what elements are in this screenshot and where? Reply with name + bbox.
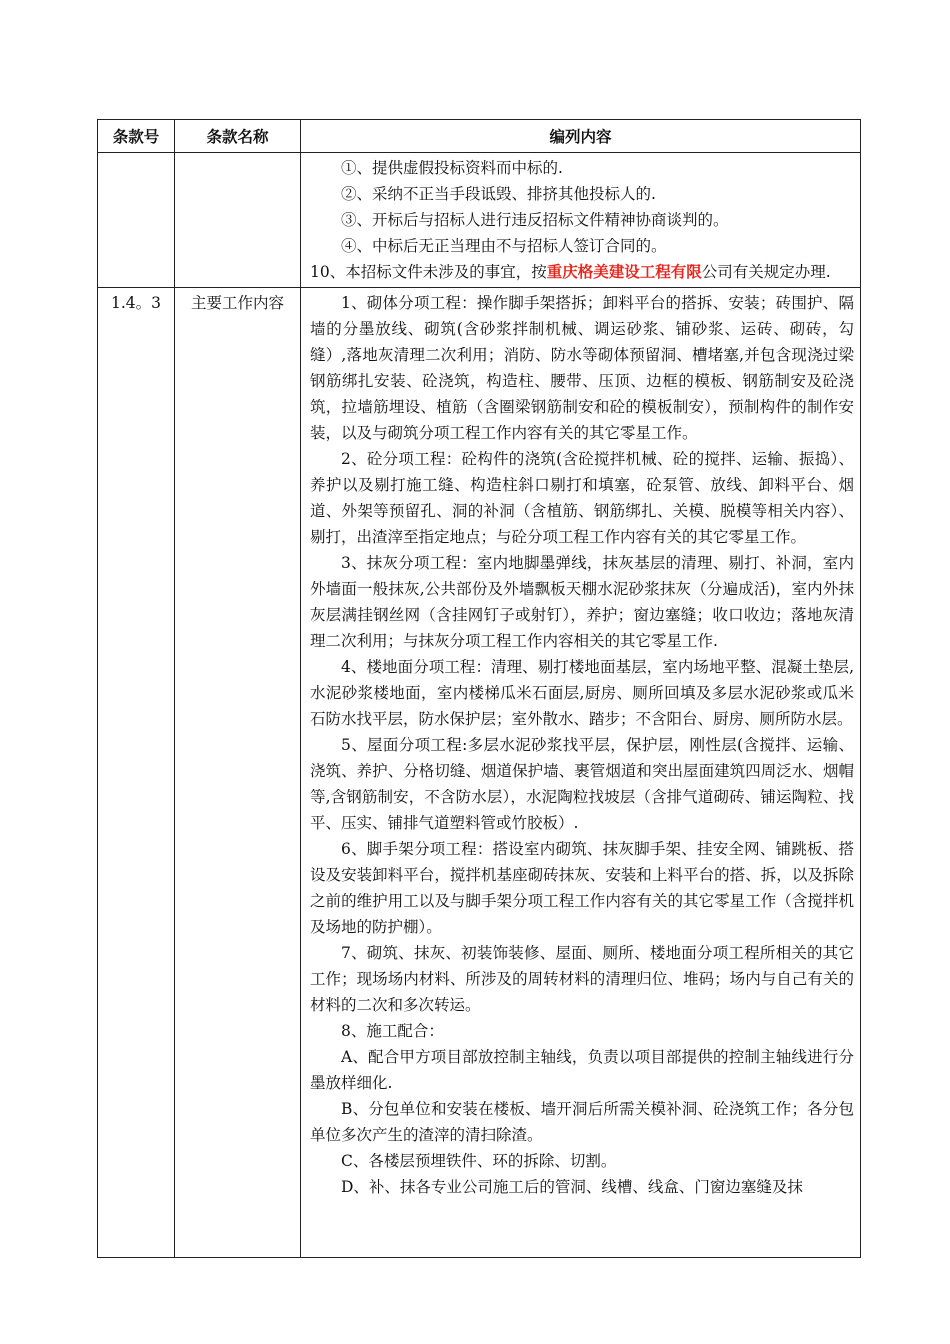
header-clause-name: 条款名称 — [175, 120, 301, 153]
clause-10-paragraph — [310, 259, 854, 285]
document-page — [97, 119, 857, 1258]
header-content: 编列内容 — [301, 120, 861, 153]
paragraph-scaffolding: 6、脚手架分项工程：搭设室内砌筑、抹灰脚手架、挂安全网、铺跳板、搭设及安装卸料平台，搅拌机基座砌砖抹灰、安装和上料平台的搭、拆，以及拆除之前的维护用工以及与脚手架分项工程工作内容有关的其它零星工作（含搅拌机及场地的防护棚）。 — [310, 840, 854, 936]
clause-name-cell — [175, 153, 301, 288]
table-header-row — [98, 120, 861, 153]
paragraph-coordination-c: C、各楼层预埋铁件、环的拆除、切割。 — [341, 1152, 617, 1170]
paragraph-flooring: 4、楼地面分项工程：清理、剔打楼地面基层，室内场地平整、混凝土垫层,水泥砂浆楼地面，室内楼梯瓜米石面层,厨房、厕所回填及多层水泥砂浆或瓜米石防水找平层，防水保护层；室外散水、踏步；不含阳台、厨房、厕所防水层。 — [310, 658, 854, 728]
clause-number-cell — [98, 153, 175, 288]
paragraph-coordination-a: A、配合甲方项目部放控制主轴线，负责以项目部提供的控制主轴线进行分墨放样细化. — [310, 1048, 854, 1092]
paragraph-plastering: 3、抹灰分项工程：室内地脚墨弹线，抹灰基层的清理、剔打、补洞，室内外墙面一般抹灰,公共部份及外墙飘板天棚水泥砂浆抹灰（分遍成活)，室内外抹灰层满挂钢丝网（含挂网钉子或射钉），养护；窗边塞缝；收口收边；落地灰清理二次利用；与抹灰分项工程工作内容相关的其它零星工作. — [310, 554, 854, 650]
paragraph-coordination-d: D、补、抹各专业公司施工后的管洞、线槽、线盒、门窗边塞缝及抹 — [341, 1178, 803, 1196]
clause-10-text-end: 公司有关规定办理. — [701, 263, 831, 281]
paragraph-coordination-b: B、分包单位和安装在楼板、墙开洞后所需关模补洞、砼浇筑工作；各分包单位多次产生的渣滓的清扫除渣。 — [310, 1100, 854, 1144]
content-cell — [301, 288, 861, 1258]
paragraph-concrete: 2、砼分项工程：砼构件的浇筑(含砼搅拌机械、砼的搅拌、运输、振捣）、养护以及剔打施工缝、构造柱斜口剔打和填塞，砼泵管、放线、卸料平台、烟道、外架等预留孔、洞的补洞（含植筋、钢筋绑扎、关模、脱模等相关内容）、剔打，出渣滓至指定地点；与砼分项工程工作内容有关的其它零星工作。 — [310, 450, 854, 546]
header-clause-number: 条款号 — [98, 120, 175, 153]
clause-table — [97, 119, 861, 1258]
table-row — [98, 288, 861, 1258]
company-name: 重庆格美建设工程有限 — [546, 263, 702, 281]
clause-10-text: 10、本招标文件未涉及的事宜，按 — [310, 263, 547, 281]
paragraph-masonry: 1、砌体分项工程：操作脚手架搭拆；卸料平台的搭拆、安装；砖围护、隔墙的分墨放线、砌筑(含砂浆拌制机械、调运砂浆、铺砂浆、运砖、砌砖，勾缝）,落地灰清理二次利用；消防、防水等砌体预留洞、槽堵塞,并包含现浇过梁钢筋绑扎安装、砼浇筑，构造柱、腰带、压顶、边框的模板、钢筋制安及砼浇筑，拉墙筋埋设、植筋（含圈梁钢筋制安和砼的模板制安），预制构件的制作安装，以及与砌筑分项工程工作内容有关的其它零星工作。 — [310, 294, 854, 442]
table-row — [98, 153, 861, 288]
clause-name: 主要工作内容 — [175, 288, 301, 1258]
paragraph-roofing: 5、屋面分项工程:多层水泥砂浆找平层，保护层，刚性层(含搅拌、运输、浇筑、养护、分格切缝、烟道保护墙、裹管烟道和突出屋面建筑四周泛水、烟帽等,含钢筋制安，不含防水层），水泥陶粒找坡层（含排气道砌砖、铺运陶粒、找平、压实、铺排气道塑料管或竹胶板）. — [310, 736, 854, 832]
list-item: ③、开标后与招标人进行违反招标文件精神协商谈判的。 — [341, 211, 729, 229]
list-item: ④、中标后无正当理由不与招标人签订合同的。 — [341, 237, 667, 255]
clause-number: 1.4。3 — [98, 288, 175, 1258]
paragraph-coordination: 8、施工配合： — [341, 1022, 444, 1040]
content-cell — [301, 153, 861, 288]
list-item: ②、采纳不正当手段诋毁、排挤其他投标人的. — [341, 185, 656, 203]
list-item: ①、提供虚假投标资料而中标的. — [341, 159, 563, 177]
paragraph-other-work: 7、砌筑、抹灰、初装饰装修、屋面、厕所、楼地面分项工程所相关的其它工作；现场场内材料、所涉及的周转材料的清理归位、堆码；场内与自己有关的材料的二次和多次转运。 — [310, 944, 854, 1014]
